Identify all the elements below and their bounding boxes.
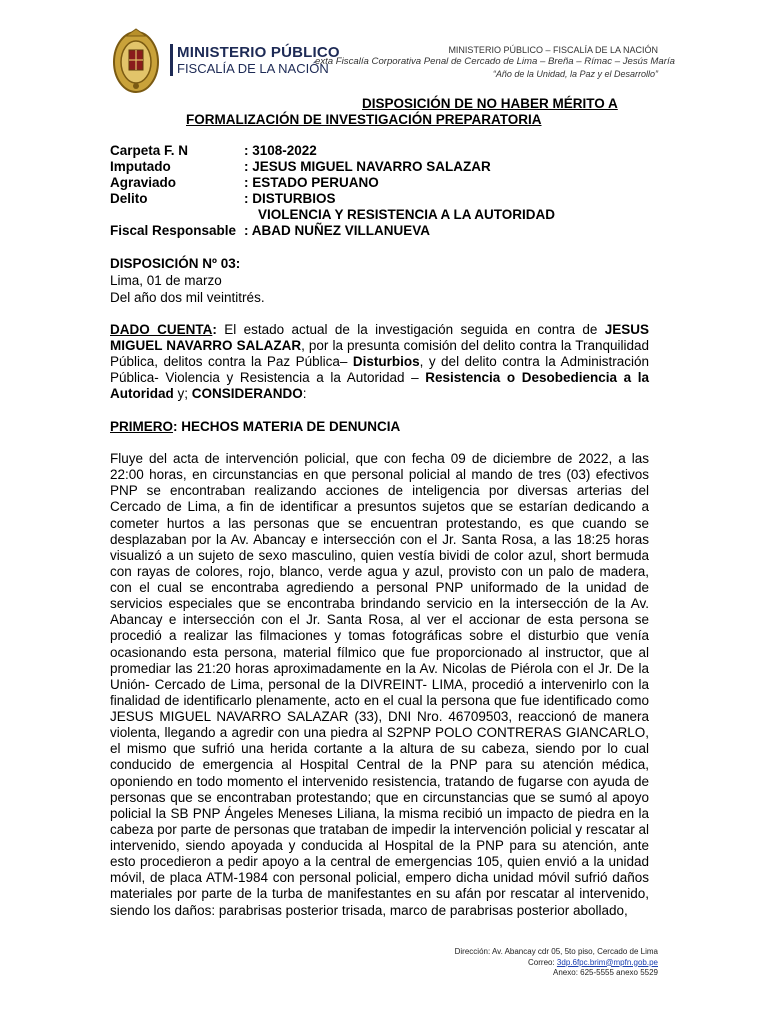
header-institution: MINISTERIO PÚBLICO – FISCALÍA DE LA NACIÓN [448, 45, 658, 55]
dado-cuenta-text-5: : [302, 386, 307, 402]
disposicion-date-line2: Del año dos mil veintitrés. [110, 290, 265, 305]
disposicion-date-line1: Lima, 01 de marzo [110, 273, 222, 288]
imputado-label: Imputado [110, 159, 171, 174]
dado-cuenta-considerando: CONSIDERANDO [191, 386, 303, 402]
document-title-line1: DISPOSICIÓN DE NO HABER MÉRITO A [362, 96, 618, 111]
carpeta-value: : 3108-2022 [244, 143, 317, 158]
footer-mail-link[interactable]: 3dp.6fpc.brim@mpfn.gob.pe [556, 957, 658, 967]
dado-cuenta-label: DADO CUENTA [110, 322, 213, 337]
dado-cuenta-text-4: y; [173, 386, 192, 402]
header-year-motto: “Año de la Unidad, la Paz y el Desarrollo” [492, 69, 658, 79]
dado-cuenta-disturbios: Disturbios [352, 354, 420, 370]
dado-cuenta-name: JESUS MIGUEL NAVARRO SALAZAR [110, 322, 650, 354]
logo-title: MINISTERIO PÚBLICO [177, 44, 340, 61]
delito-label: Delito [110, 191, 148, 206]
logo-subtitle: FISCALÍA DE LA NACIÓN [177, 61, 329, 76]
dado-cuenta-resistencia: Resistencia o Desobediencia a la Autoridad [110, 370, 650, 402]
primero-rest: : HECHOS MATERIA DE DENUNCIA [173, 419, 401, 434]
hechos-paragraph: Fluye del acta de intervención policial, que con fecha 09 de diciembre de 2022, a las 22:00 horas, en circunstancias en que personal policial al mando de tres (03) efectivos PNP se encontraban realizando acciones de inteligencia por diversas arterias del Cercado de Lima, a fin de identificar a presuntos sujetos que se estarían dedicando a cometer hurtos a las personas que se encuentran protestando, es que cuando se desplazaban por la Av. Abancay e intersección con el Jr. Santa Rosa, a las 18:25 horas visualizó a un sujeto de sexo masculino, quien vestía bividi de color azul, short bermuda con rayas de colores, rojo, blanco, verde agua y azul, provisto con un palo de madera, con el cual se encontraba agrediendo a personal PNP uniformado de la unidad de servicios especiales que se encontraba brindando servicio en la intersección de la Av. Abancay e intersección con el Jr. Santa Rosa, al ver el accionar de esta persona se procedió a realizar las filmaciones y tomas fotográficas sobre el disturbio que venía ocasionando esta persona, material fílmico que fue proporcionado al instructor, que al promediar las 21:20 horas aproximadamente en la Av. Nicolas de Piérola con el Jr. De la Unión- Cercado de Lima, personal de la DIVREINT- LIMA, procedió a intervenirlo con la finalidad de identificarlo plenamente, acto en el cual la persona que fue identificado como JESUS MIGUEL NAVARRO SALAZAR (33), DNI Nro. 46709503, reaccionó de manera violenta, llegando a agredir con una piedra al S2PNP POLO CONTRERAS GIANCARLO, el mismo que sufrió una herida cortante a la altura de su cabeza, siendo por lo cual conducido de emergencia al Hospital Central de la PNP para su atención médica, oponiendo en todo momento el intervenido resistencia, tratando de fugarse con ayuda de personas que se encontraban protestando; que en circunstancias que se sumó al apoyo policial la SB PNP Ángeles Meneses Liliana, la misma recibió un impacto de piedra en la cabeza por parte de personas que trataban de impedir la intervención policial y rescatar al intervenido, siendo apoyada y conducida al Hospital de la PNP para su atención, ante esto procedieron a pedir apoyo a la central de emergencias 105, quien envió a la unidad móvil, de placa ATM-1984 con personal policial, empero dicha unidad móvil sufrió daños materiales por parte de la turba de manifestantes en su afán por rescatar al intervenido, siendo los daños: parabrisas posterior trisada, marco de parabrisas posterior abollado, [110, 451, 649, 918]
delito-value: : DISTURBIOS [244, 191, 336, 206]
footer-address: Dirección: Av. Abancay cdr 05, 5to piso, Cercado de Lima [454, 947, 658, 956]
primero-label: PRIMERO [110, 419, 174, 434]
header-right-block [448, 44, 658, 80]
disposicion-heading: DISPOSICIÓN Nº 03: [110, 256, 241, 271]
agraviado-label: Agraviado [110, 175, 177, 190]
fiscal-label: Fiscal Responsable [110, 223, 237, 238]
footer-mail-label: Correo: [528, 957, 557, 967]
footer-mail-line [455, 958, 658, 969]
footer-contact [455, 947, 658, 979]
dado-cuenta-colon: : [212, 322, 217, 337]
office-name: exta Fiscalía Corporativa Penal de Cercado de Lima – Breña – Rímac – Jesús María [315, 56, 675, 67]
primero-heading [110, 419, 400, 434]
delito-value-2: VIOLENCIA Y RESISTENCIA A LA AUTORIDAD [258, 207, 556, 222]
footer-annex: Anexo: 625-5555 anexo 5529 [553, 968, 658, 977]
coat-of-arms-seal-icon [112, 26, 160, 96]
dado-cuenta-text-1: El estado actual de la investigación seguida en contra de [216, 322, 605, 337]
dado-cuenta-paragraph [110, 322, 649, 402]
imputado-value: : JESUS MIGUEL NAVARRO SALAZAR [244, 159, 491, 174]
agraviado-value: : ESTADO PERUANO [244, 175, 379, 190]
dado-cuenta-text-3: , y del delito contra la Administración Pública- Violencia y Resistencia a la Autoridad – [110, 354, 649, 386]
fiscal-value: : ABAD NUÑEZ VILLANUEVA [244, 223, 430, 238]
carpeta-label: Carpeta F. N [110, 143, 189, 158]
document-title-line2: FORMALIZACIÓN DE INVESTIGACIÓN PREPARATORIA [186, 112, 542, 127]
dado-cuenta-text-2: , por la presunta comisión del delito contra la Tranquilidad Pública, delitos contra la Paz Pública– [110, 338, 650, 370]
logo-divider [170, 44, 173, 76]
